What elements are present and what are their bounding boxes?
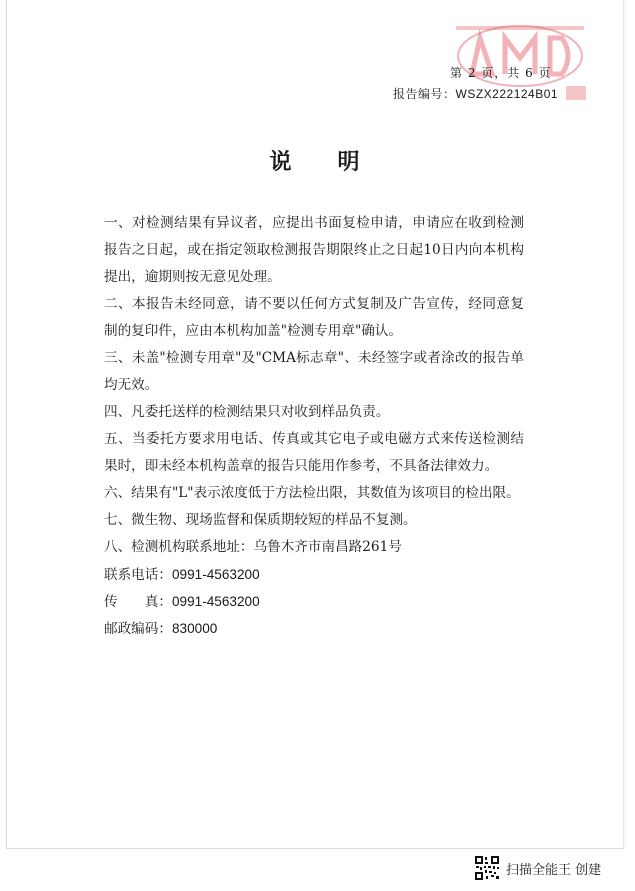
qr-code-icon: [474, 855, 500, 881]
note-item: 七、微生物、现场监督和保质期较短的样品不复测。: [104, 512, 417, 528]
page-number: 第 2 页，共 6 页: [450, 66, 552, 80]
note-item: 二、本报告未经同意，请不要以任何方式复制及广告宣传，经同意复制的复印件，应由本机构加盖"检测专用章"确认。: [104, 296, 524, 339]
report-number: [393, 85, 558, 102]
page-title: 说明: [269, 149, 406, 175]
contact-fax-value: 0991-4563200: [171, 594, 260, 609]
report-number-value: WSZX222124B01: [455, 87, 559, 101]
scanner-badge: [474, 854, 601, 882]
note-item: 五、当委托方要求用电话、传真或其它电子或电磁方式来传送检测结果时，即未经本机构盖章的报告只能用作参考，不具备法律效力。: [104, 431, 524, 474]
note-item: 三、未盖"检测专用章"及"CMA标志章"、未经签字或者涂改的报告单均无效。: [104, 350, 524, 393]
contact-fax: [104, 590, 260, 610]
note-item: 一、对检测结果有异议者，应提出书面复检申请，申请应在收到检测报告之日起，或在指定领取检测报告期限终止之日起10日内向本机构提出，逾期则按无意见处理。: [104, 215, 524, 285]
notes-list: [104, 210, 524, 561]
report-number-label: 报告编号：: [393, 87, 456, 101]
contact-postcode-label: 邮政编码：: [104, 621, 172, 637]
contact-phone-value: 0991-4563200: [171, 567, 260, 582]
scanner-watermark-text: 扫描全能王 创建: [506, 862, 602, 878]
contact-postcode-value: 830000: [171, 621, 218, 636]
note-item: 六、结果有"L"表示浓度低于方法检出限，其数值为该项目的检出限。: [104, 485, 520, 501]
contact-phone: [104, 563, 260, 583]
contact-fax-label: 传 真：: [104, 594, 172, 610]
note-item: 四、凡委托送样的检测结果只对收到样品负责。: [104, 404, 390, 420]
contact-phone-label: 联系电话：: [104, 567, 172, 583]
contact-postcode: [104, 617, 217, 637]
note-item: 八、检测机构联系地址：乌鲁木齐市南昌路261号: [104, 539, 402, 555]
